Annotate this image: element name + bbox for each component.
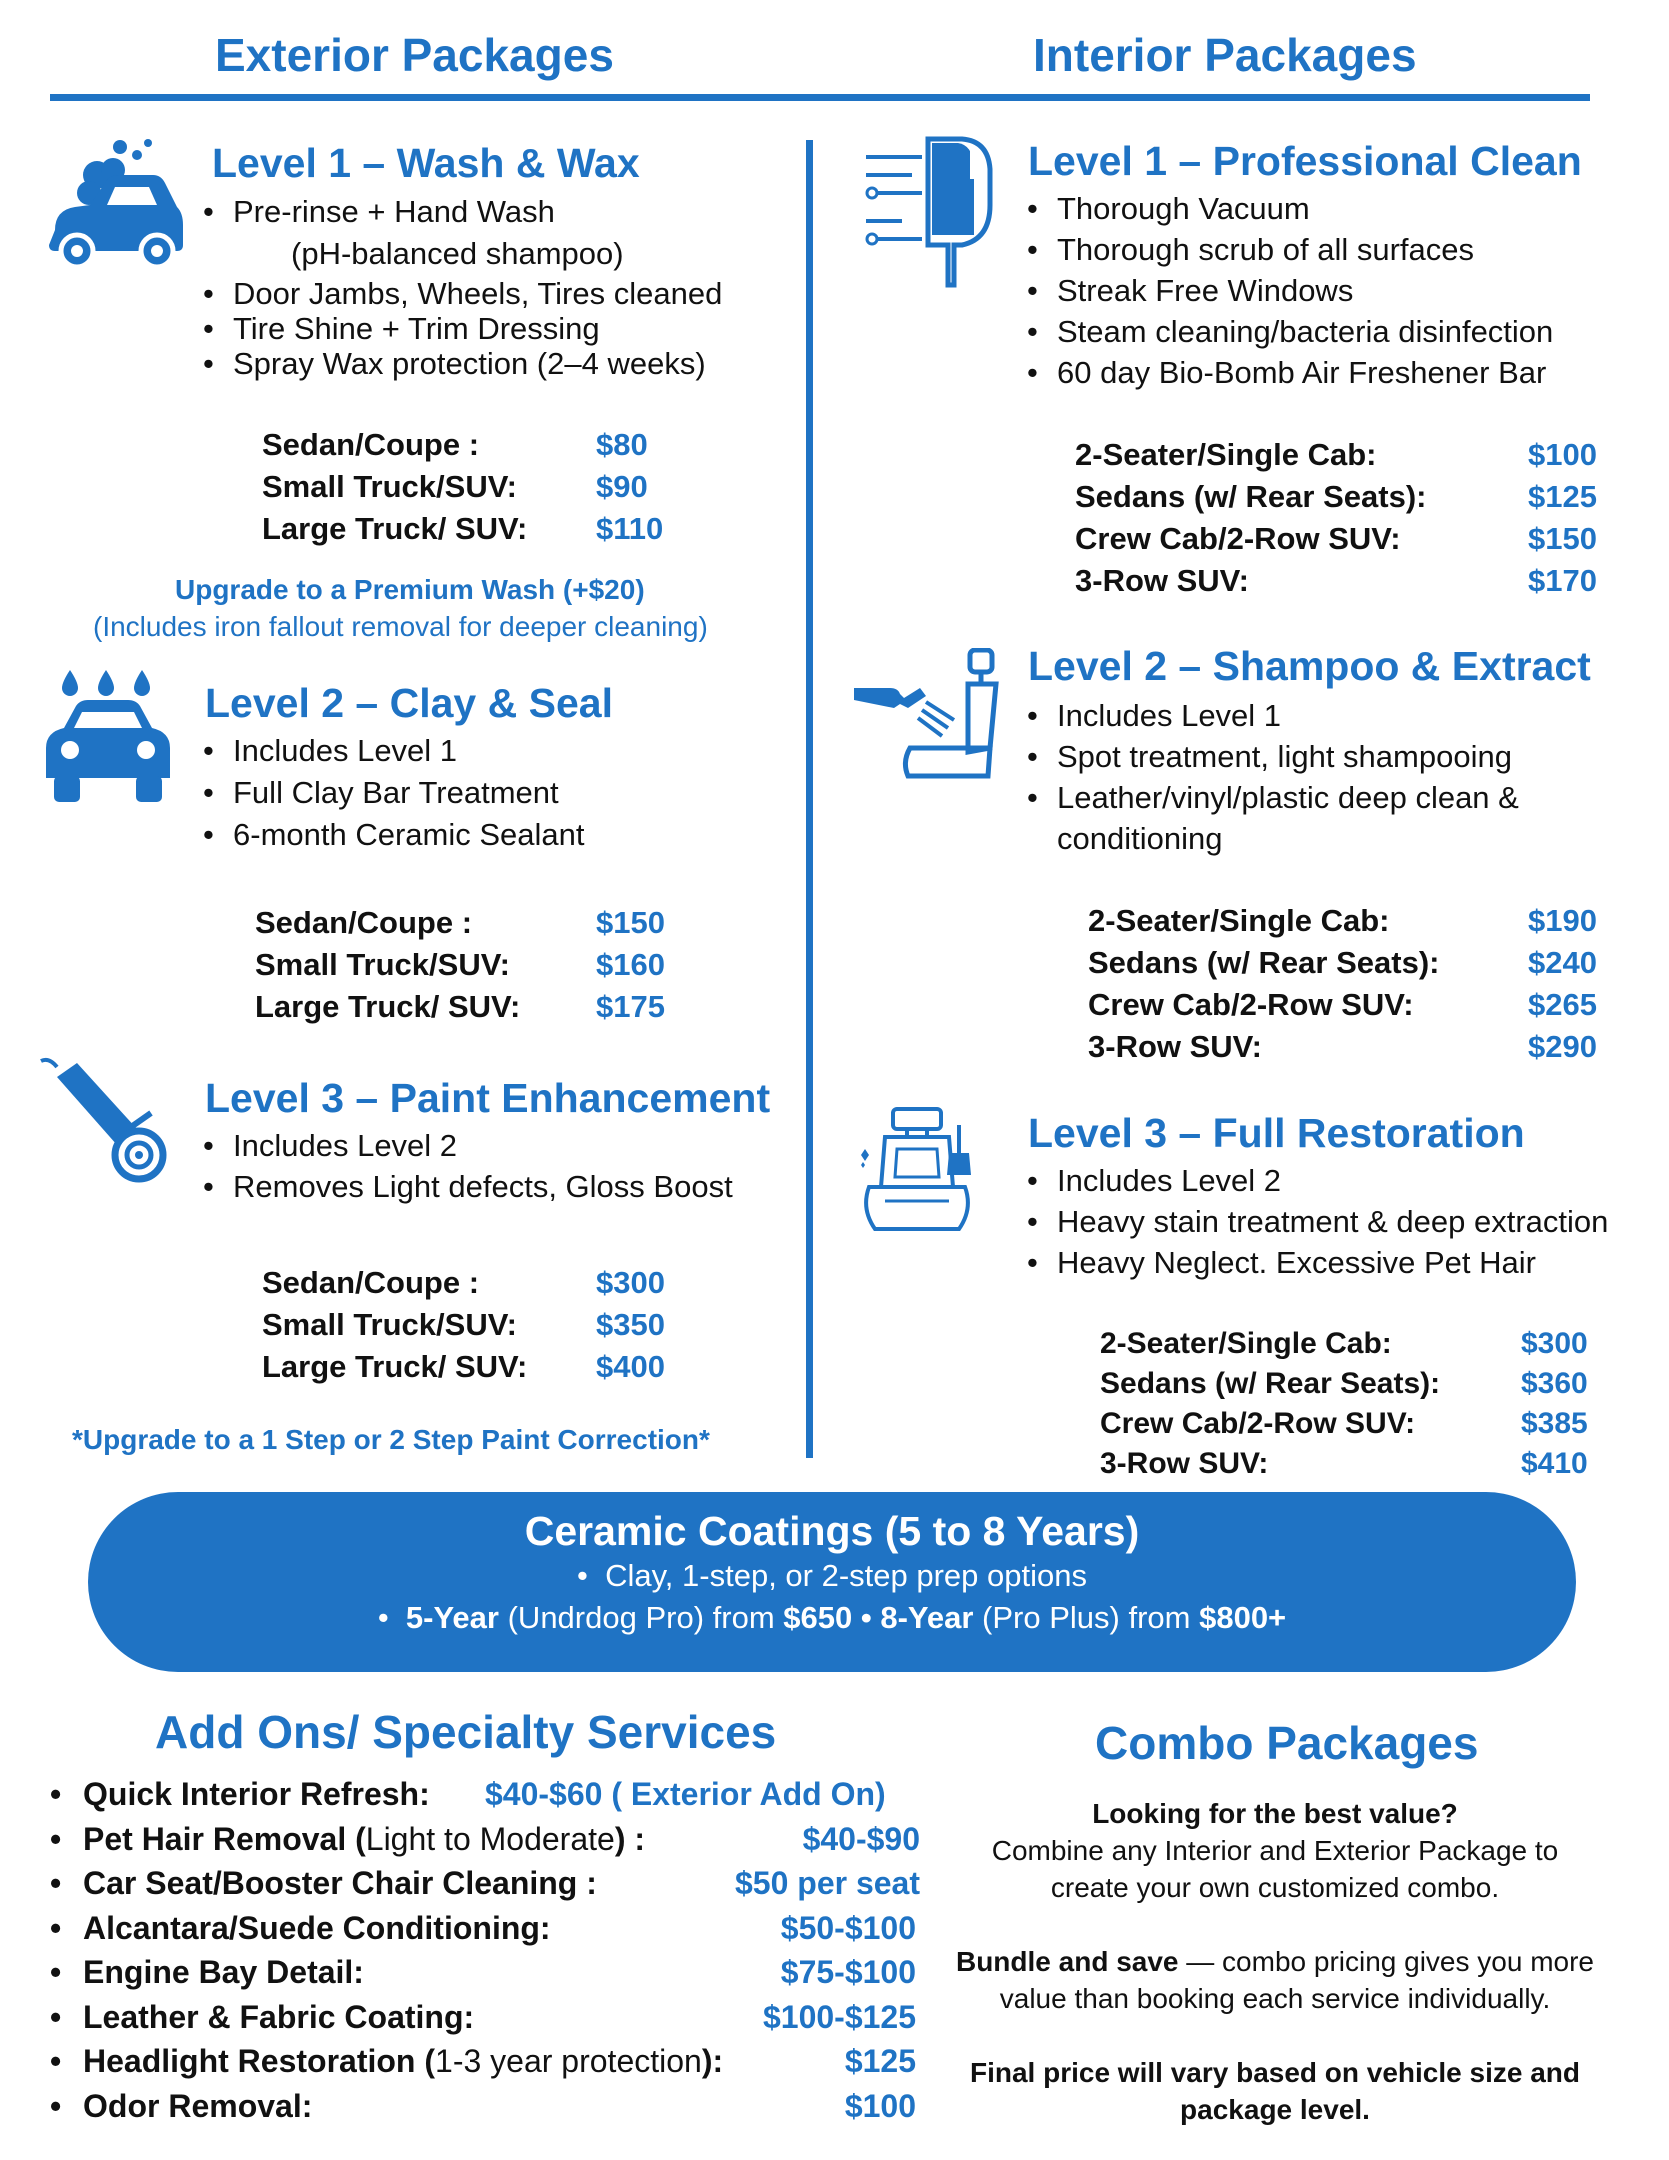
list-item: • Thorough Vacuum [1027, 188, 1553, 229]
addon-price: $100 [844, 2087, 916, 2124]
addon-label: Quick Interior Refresh: [83, 1776, 430, 1812]
ext-level1-upgrade: Upgrade to a Premium Wash (+$20) [175, 574, 645, 605]
ceramic-title: Ceramic Coatings (5 to 8 Years) [524, 1508, 1140, 1554]
addon-label: Odor Removal: [83, 2087, 313, 2124]
price-label: 3-Row SUV: [1088, 1029, 1262, 1064]
price-value: $80 [596, 427, 648, 462]
five-year-price: $650 [783, 1600, 853, 1635]
addon-label: Headlight Restoration ( [83, 2043, 436, 2079]
price-row [1100, 1324, 1588, 1364]
addons-list [50, 1772, 920, 2128]
int-level3-features [1027, 1160, 1608, 1283]
combo-bundle-bold: Bundle and save [955, 1946, 1179, 1977]
ext-level2-prices [255, 902, 665, 1028]
price-value: $385 [1521, 1407, 1588, 1440]
price-row [1100, 1404, 1588, 1444]
vacuum-icon [862, 135, 997, 290]
addon-row: • Headlight Restoration (1-3 year protection): $125 [50, 2039, 916, 2084]
combo-bundle-rest: — combo pricing gives you more [1178, 1946, 1595, 1977]
five-year-label: 5-Year [405, 1600, 499, 1635]
price-value: $265 [1528, 987, 1597, 1022]
int-level1-features [1027, 188, 1553, 393]
addon-note: Light to Moderate [365, 1820, 615, 1857]
eight-year-price: $800+ [1199, 1600, 1287, 1635]
price-value: $400 [596, 1349, 665, 1384]
price-row [1100, 1364, 1588, 1404]
price-label: 2-Seater/Single Cab: [1100, 1327, 1392, 1360]
ceramic-line2: • 5-Year (Undrdog Pro) from $650 • 8-Year (Pro Plus) from $800+ [377, 1600, 1287, 1635]
list-item: • Heavy stain treatment & deep extraction [1027, 1201, 1608, 1242]
ceramic-line1: • Clay, 1-step, or 2-step prep options [577, 1558, 1087, 1593]
price-row [255, 902, 665, 944]
price-label: Crew Cab/2-Row SUV: [1088, 987, 1414, 1022]
price-row [262, 1262, 665, 1304]
ceramic-banner [88, 1492, 1576, 1672]
list-item: • 60 day Bio-Bomb Air Freshener Bar [1027, 352, 1553, 393]
price-row [1075, 560, 1597, 602]
price-value: $190 [1528, 903, 1597, 938]
addon-suffix: ): [701, 2043, 724, 2079]
list-item: • Includes Level 2 [203, 1125, 733, 1166]
price-row [1088, 942, 1597, 984]
ext-level2-title: Level 2 – Clay & Seal [205, 680, 613, 726]
price-value: $410 [1521, 1447, 1588, 1480]
ext-level1-prices [262, 424, 664, 550]
price-label: Large Truck/ SUV: [262, 511, 528, 546]
int-level2-features [1027, 695, 1519, 859]
addon-price: $40-$90 [802, 1820, 920, 1857]
list-item: • Heavy Neglect. Excessive Pet Hair [1027, 1242, 1608, 1283]
addon-suffix: ) : [614, 1820, 646, 1857]
list-item: • Removes Light defects, Gloss Boost [203, 1166, 733, 1207]
addon-price: $75-$100 [780, 1954, 916, 1990]
list-item: • Spot treatment, light shampooing [1027, 736, 1519, 777]
price-row [262, 1346, 665, 1388]
int-level2-prices [1088, 900, 1597, 1068]
int-level3-title: Level 3 – Full Restoration [1028, 1110, 1525, 1156]
price-row [1075, 518, 1597, 560]
combo-line2: create your own customized combo. [1050, 1872, 1500, 1903]
ceramic-prep-text: Clay, 1-step, or 2-step prep options [605, 1558, 1087, 1593]
addon-label: Alcantara/Suede Conditioning: [83, 1909, 551, 1946]
ext-level1-features [203, 191, 722, 382]
price-row [1075, 476, 1597, 518]
addon-price: $100-$125 [762, 1998, 916, 2035]
ext-level3-prices [262, 1262, 665, 1388]
addon-row: • Odor Removal: $100 [50, 2084, 916, 2129]
price-label: Small Truck/SUV: [262, 469, 517, 504]
price-row [255, 986, 665, 1028]
list-item: • Streak Free Windows [1027, 270, 1553, 311]
ext-level3-upgrade: *Upgrade to a 1 Step or 2 Step Paint Correction* [72, 1424, 710, 1455]
price-label: Small Truck/SUV: [262, 1307, 517, 1342]
eight-year-label: 8-Year [880, 1600, 974, 1635]
ext-level2-features [203, 730, 585, 856]
price-row [1088, 984, 1597, 1026]
price-row [1075, 434, 1597, 476]
addon-price: $125 [844, 2043, 916, 2079]
price-value: $175 [596, 989, 665, 1024]
ext-level3-title: Level 3 – Paint Enhancement [205, 1075, 771, 1121]
price-value: $110 [596, 511, 664, 546]
addon-row: • Alcantara/Suede Conditioning: $50-$100 [50, 1906, 916, 1951]
car-rain-icon [42, 668, 174, 806]
price-value: $150 [1528, 521, 1597, 556]
combo-title: Combo Packages [1095, 1717, 1479, 1769]
addon-price: $50 per seat [734, 1865, 920, 1901]
int-level3-prices [1100, 1324, 1588, 1484]
addon-row: • Car Seat/Booster Chair Cleaning : $50 per seat [50, 1861, 916, 1906]
addon-row: • Leather & Fabric Coating: $100-$125 [50, 1995, 916, 2040]
list-item: • Leather/vinyl/plastic deep clean & [1027, 777, 1519, 818]
addon-price: $50-$100 [780, 1909, 916, 1946]
combo-line1: Combine any Interior and Exterior Package to [991, 1835, 1559, 1866]
price-row [255, 944, 665, 986]
price-label: Sedans (w/ Rear Seats): [1100, 1367, 1441, 1400]
addon-label: Leather & Fabric Coating: [83, 1998, 475, 2035]
combo-final-line2: package level. [1180, 2094, 1370, 2125]
price-row [262, 508, 664, 550]
int-level1-title: Level 1 – Professional Clean [1028, 138, 1582, 184]
price-value: $360 [1521, 1367, 1588, 1400]
addons-title: Add Ons/ Specialty Services [155, 1706, 777, 1758]
price-row [1088, 900, 1597, 942]
price-row [262, 424, 648, 466]
ext-level1-upgrade-detail: (Includes iron fallout removal for deeper cleaning) [93, 611, 708, 642]
eight-year-name: (Pro Plus) from [982, 1600, 1191, 1635]
list-item: • Steam cleaning/bacteria disinfection [1027, 311, 1553, 352]
list-item: • Includes Level 1 [203, 730, 585, 772]
list-item: • Thorough scrub of all surfaces [1027, 229, 1553, 270]
price-label: Sedans (w/ Rear Seats): [1075, 479, 1427, 514]
price-row [1100, 1444, 1588, 1484]
price-label: 3-Row SUV: [1100, 1447, 1269, 1480]
list-item: • Full Clay Bar Treatment [203, 772, 585, 814]
price-value: $290 [1528, 1029, 1597, 1064]
price-row [262, 1304, 665, 1346]
price-value: $300 [596, 1265, 665, 1300]
addon-price: $40-$60 ( Exterior Add On) [485, 1776, 886, 1812]
price-label: Sedans (w/ Rear Seats): [1088, 945, 1440, 980]
price-label: 2-Seater/Single Cab: [1075, 437, 1377, 472]
car-wash-icon [45, 135, 185, 270]
price-label: 2-Seater/Single Cab: [1088, 903, 1390, 938]
ext-level1-title: Level 1 – Wash & Wax [212, 140, 640, 186]
price-value: $125 [1528, 479, 1597, 514]
price-label: Large Truck/ SUV: [255, 989, 521, 1024]
addon-note: 1-3 year protection [435, 2043, 702, 2079]
list-item: • Pre-rinse + Hand Wash [203, 191, 722, 232]
addon-row: • Engine Bay Detail: $75-$100 [50, 1950, 916, 1995]
list-item: • Spray Wax protection (2–4 weeks) [203, 346, 722, 382]
price-value: $240 [1528, 945, 1597, 980]
price-label: Crew Cab/2-Row SUV: [1075, 521, 1401, 556]
price-label: Sedan/Coupe : [262, 1265, 480, 1300]
price-row [262, 466, 648, 508]
list-item: conditioning [1057, 821, 1223, 856]
price-value: $350 [596, 1307, 665, 1342]
exterior-header: Exterior Packages [215, 29, 614, 81]
combo-bundle-line2: value than booking each service individually. [999, 1983, 1551, 2014]
price-value: $300 [1521, 1327, 1588, 1360]
price-value: $170 [1528, 563, 1597, 598]
combo-bundle [945, 1943, 1605, 1980]
price-value: $100 [1528, 437, 1597, 472]
interior-header: Interior Packages [1033, 29, 1417, 81]
list-item: • 6-month Ceramic Sealant [203, 814, 585, 856]
list-item: (pH-balanced shampoo) [291, 236, 624, 271]
price-label: Crew Cab/2-Row SUV: [1100, 1407, 1416, 1440]
five-year-name: (Undrdog Pro) from [507, 1600, 775, 1635]
seat-restoration-icon [855, 1105, 985, 1235]
combo-text [945, 1795, 1605, 2128]
combo-final-line1: Final price will vary based on vehicle size and [969, 2057, 1580, 2088]
int-level1-prices [1075, 434, 1597, 602]
column-divider [806, 140, 813, 1458]
price-label: Large Truck/ SUV: [262, 1349, 528, 1384]
price-row [1088, 1026, 1597, 1068]
header-divider [50, 94, 1590, 101]
addon-row: • Pet Hair Removal (Light to Moderate) : $40-$90 [50, 1817, 916, 1862]
list-item: • Includes Level 2 [1027, 1160, 1608, 1201]
price-label: Sedan/Coupe : [262, 427, 480, 462]
addon-row: • Quick Interior Refresh: $40-$60 ( Exterior Add On) [50, 1772, 916, 1817]
list-item: • Tire Shine + Trim Dressing [203, 312, 722, 346]
seat-shampoo-icon [850, 648, 1000, 783]
price-value: $90 [596, 469, 648, 504]
int-level2-title: Level 2 – Shampoo & Extract [1028, 643, 1591, 689]
ext-level3-features [203, 1125, 733, 1207]
price-label: 3-Row SUV: [1075, 563, 1249, 598]
price-label: Small Truck/SUV: [255, 947, 510, 982]
list-item: • Includes Level 1 [1027, 695, 1519, 736]
polisher-icon [35, 1055, 175, 1185]
list-item: • Door Jambs, Wheels, Tires cleaned [203, 276, 722, 312]
price-label: Sedan/Coupe : [255, 905, 473, 940]
addon-label: Pet Hair Removal ( [83, 1820, 366, 1857]
price-value: $150 [596, 905, 665, 940]
ceramic-separator: • [860, 1600, 872, 1635]
addon-label: Engine Bay Detail: [83, 1954, 364, 1990]
combo-question: Looking for the best value? [1092, 1798, 1458, 1829]
addon-label: Car Seat/Booster Chair Cleaning : [83, 1865, 597, 1901]
price-value: $160 [596, 947, 665, 982]
